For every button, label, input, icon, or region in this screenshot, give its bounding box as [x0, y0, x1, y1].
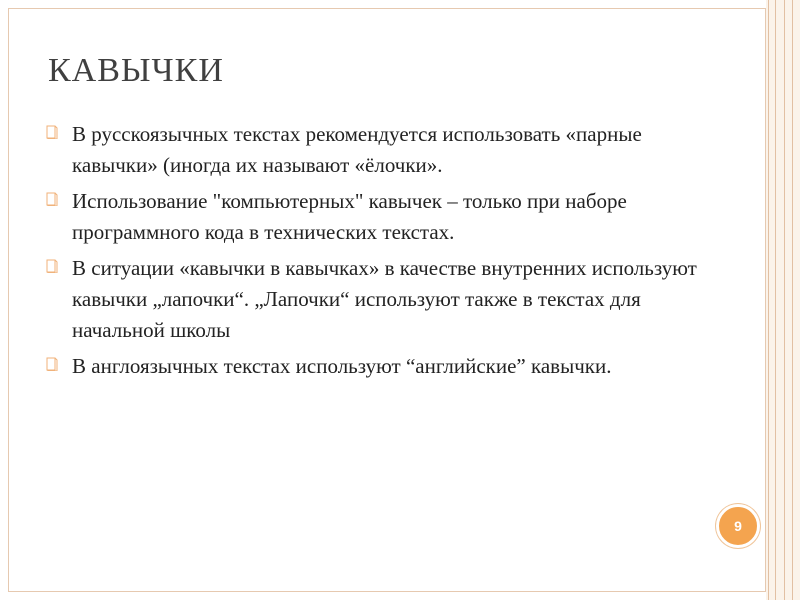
slide-title: КАВЫЧКИ [48, 52, 224, 89]
bullet-text: В англоязычных текстах используют “английские” кавычки. [72, 354, 612, 378]
bullet-text: В русскоязычных текстах рекомендуется использовать «парные кавычки» (иногда их называют «ёлочки». [72, 122, 642, 177]
decorative-line [792, 0, 793, 600]
bullet-item [46, 351, 726, 382]
bullet-item [46, 253, 726, 346]
page-number-badge: 9 [716, 504, 760, 548]
decorative-line [775, 0, 776, 600]
decorative-line [784, 0, 785, 600]
decorative-line [768, 0, 769, 600]
bullet-item [46, 186, 726, 248]
hollow-square-bullet-icon [46, 357, 58, 371]
bullet-text: В ситуации «кавычки в кавычках» в качестве внутренних используют кавычки „лапочки“. „Лапочки“ используют также в текстах для начальной школы [72, 256, 697, 342]
hollow-square-bullet-icon [46, 125, 58, 139]
bullet-text: Использование "компьютерных" кавычек – только при наборе программного кода в технических текстах. [72, 189, 627, 244]
hollow-square-bullet-icon [46, 259, 58, 273]
bullet-item [46, 119, 726, 181]
decorative-side-bar [766, 0, 800, 600]
hollow-square-bullet-icon [46, 192, 58, 206]
bullet-list [46, 119, 726, 387]
